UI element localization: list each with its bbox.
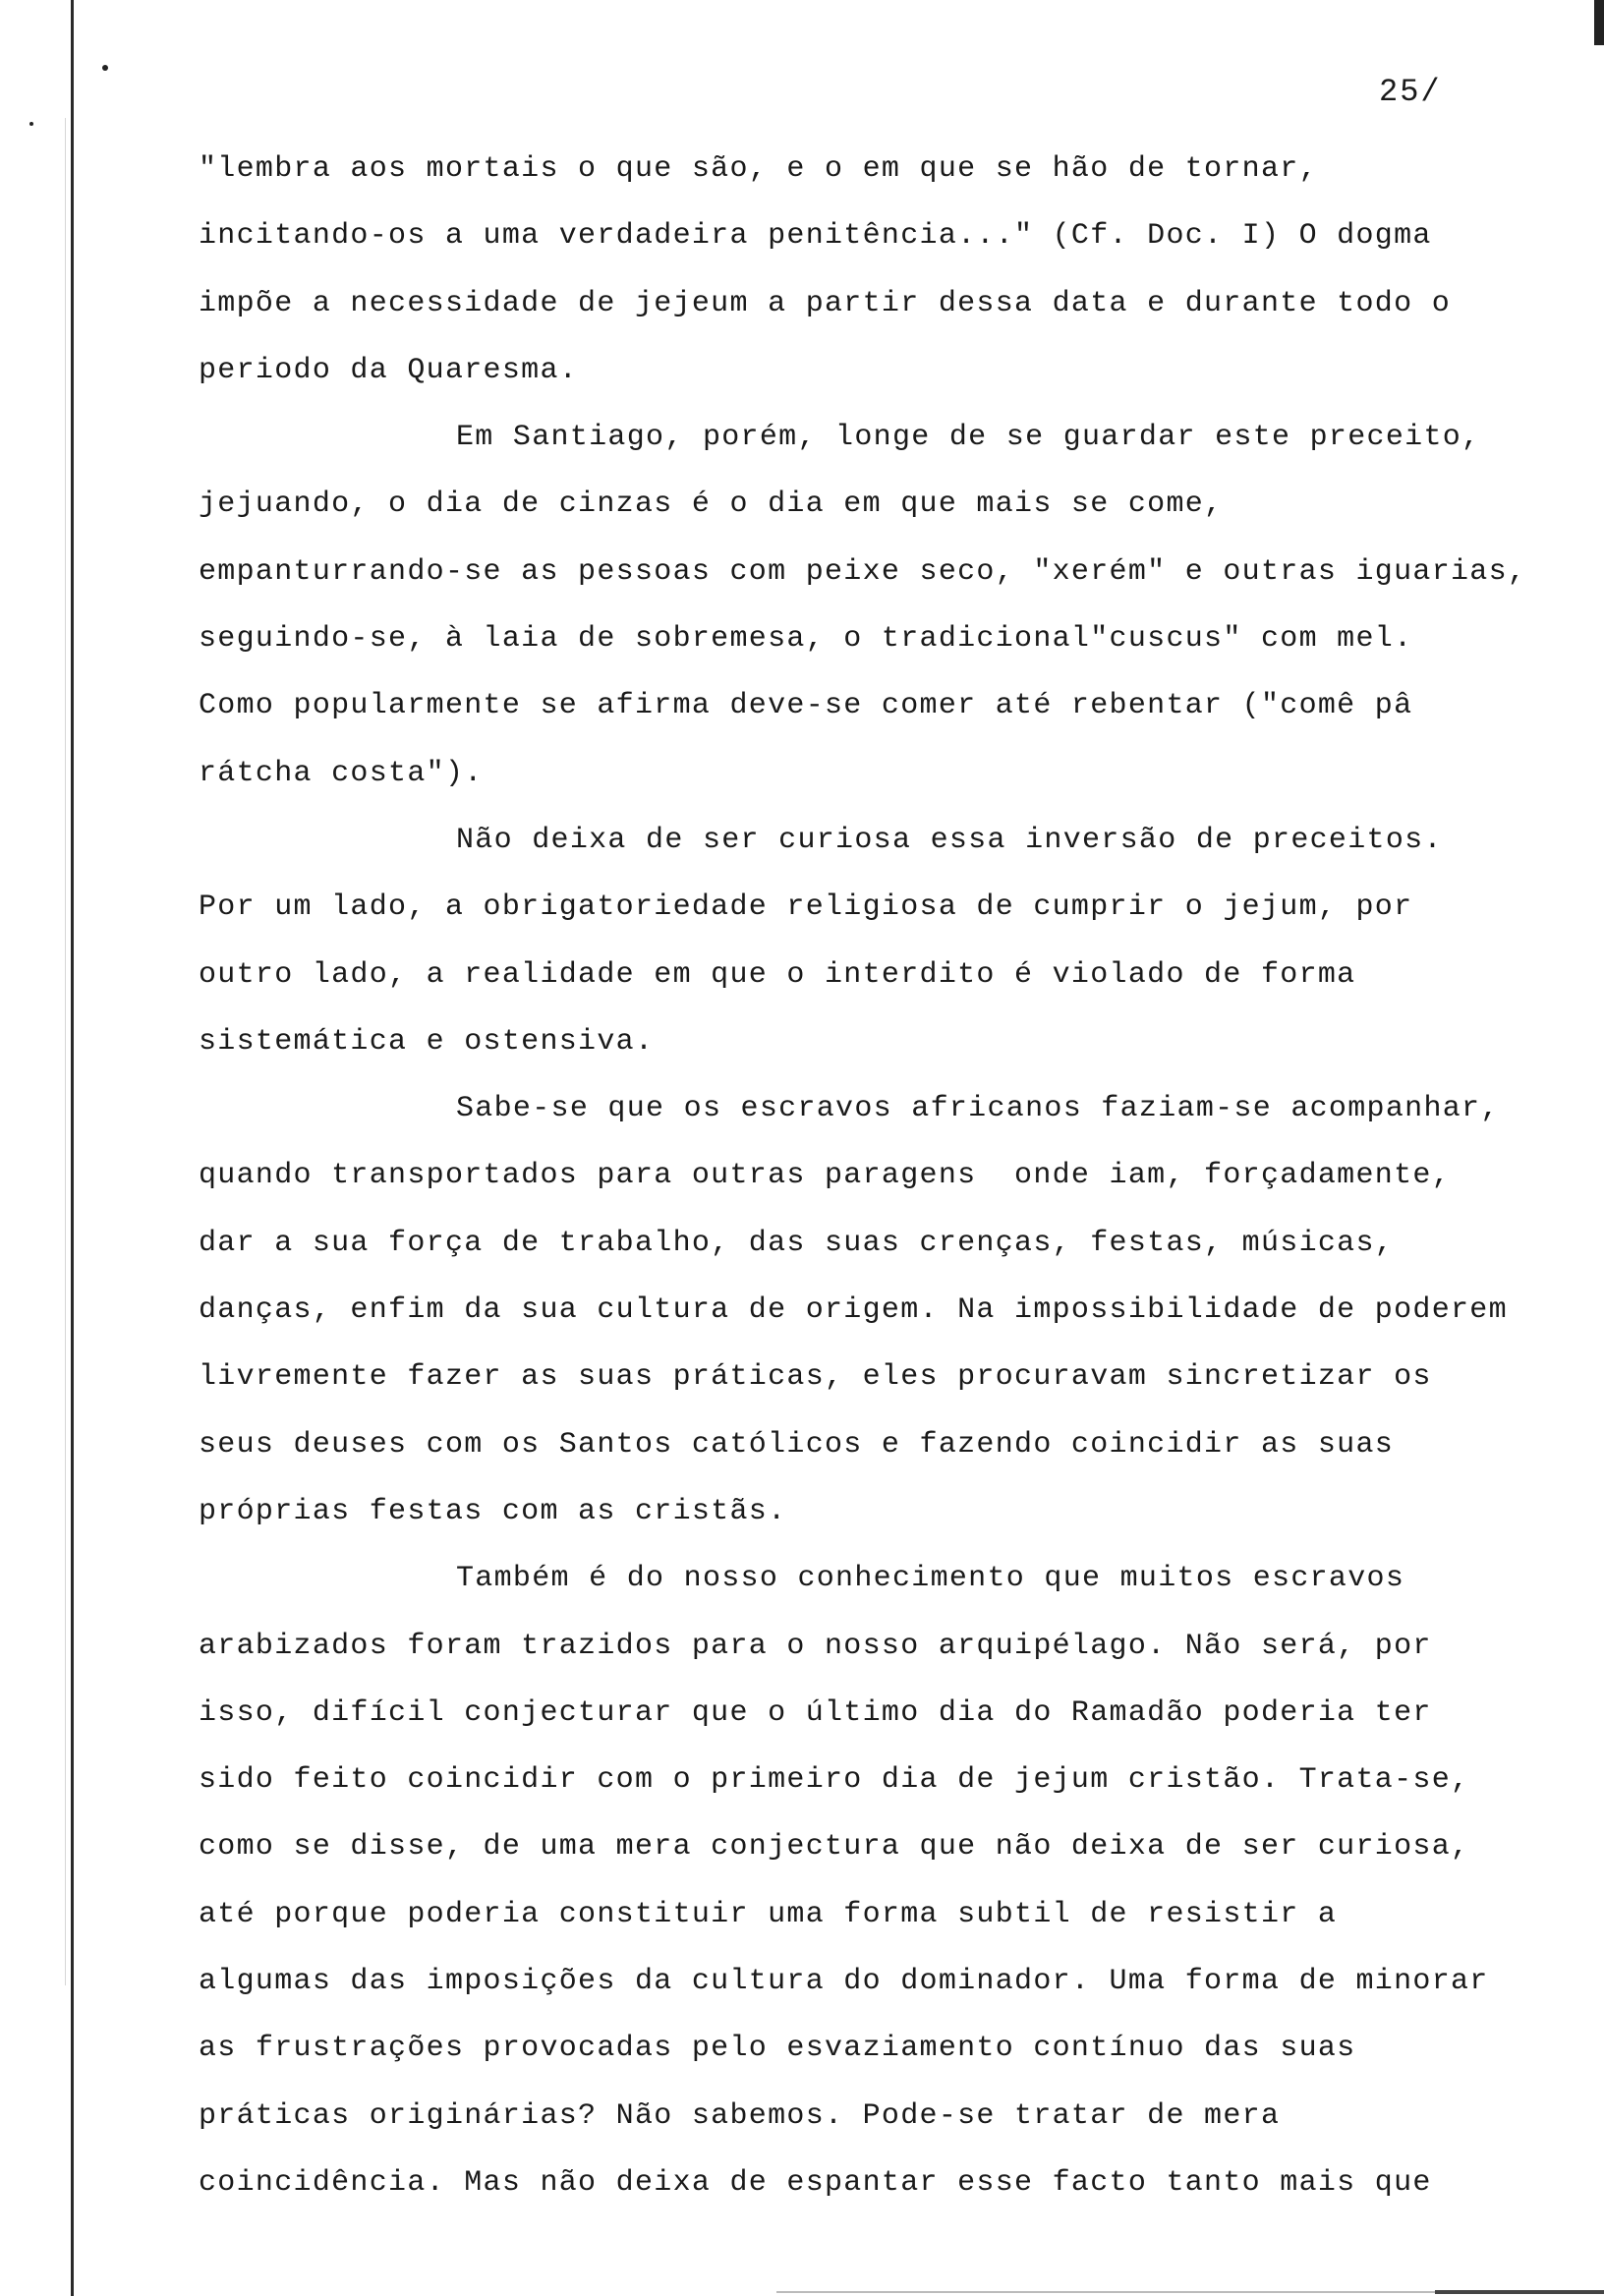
text-line: periodo da Quaresma. [199, 353, 579, 387]
text-line: incitando-os a uma verdadeira penitência..." (Cf. Doc. I) O dogma [199, 219, 1432, 254]
text-line: empanturrando-se as pessoas com peixe seco, "xerém" e outras iguarias, [199, 554, 1527, 589]
text-line: algumas das imposições da cultura do dominador. Uma forma de minorar [199, 1965, 1489, 1999]
text-line: danças, enfim da sua cultura de origem. Na impossibilidade de poderem [199, 1293, 1508, 1328]
scan-edge-line [65, 118, 66, 1985]
text-line: outro lado, a realidade em que o interdito é violado de forma [199, 957, 1356, 992]
binding-edge-line [71, 0, 74, 2296]
text-line: rátcha costa"). [199, 756, 484, 790]
text-line: como se disse, de uma mera conjectura que não deixa de ser curiosa, [199, 1830, 1470, 1865]
scan-bottom-edge-dark [1435, 2290, 1604, 2294]
scan-corner-mark [1594, 0, 1604, 45]
text-line: isso, difícil conjecturar que o último dia do Ramadão poderia ter [199, 1695, 1432, 1730]
text-line: "lembra aos mortais o que são, e o em que se hão de tornar, [199, 152, 1318, 186]
text-line: jejuando, o dia de cinzas é o dia em que mais se come, [199, 488, 1224, 522]
text-line: Como popularmente se afirma deve-se comer até rebentar ("comê pâ [199, 689, 1413, 723]
scan-speck [29, 122, 33, 126]
page-number: 25/ [1379, 74, 1442, 110]
text-line: seguindo-se, à laia de sobremesa, o tradicional"cuscus" com mel. [199, 622, 1413, 657]
text-line: arabizados foram trazidos para o nosso arquipélago. Não será, por [199, 1629, 1432, 1663]
text-line: Por um lado, a obrigatoriedade religiosa de cumprir o jejum, por [199, 890, 1413, 925]
body-text [199, 136, 1586, 2216]
paragraph-first-line: Sabe-se que os escravos africanos faziam-se acompanhar, [456, 1092, 1500, 1126]
text-line: livremente fazer as suas práticas, eles procuravam sincretizar os [199, 1360, 1432, 1395]
text-line: próprias festas com as cristãs. [199, 1494, 787, 1528]
text-line: coincidência. Mas não deixa de espantar esse facto tanto mais que [199, 2165, 1432, 2200]
text-line: seus deuses com os Santos católicos e fazendo coincidir as suas [199, 1427, 1395, 1462]
paragraph-first-line: Também é do nosso conhecimento que muitos escravos [456, 1562, 1405, 1596]
text-line: dar a sua força de trabalho, das suas crenças, festas, músicas, [199, 1226, 1395, 1260]
text-line: as frustrações provocadas pelo esvaziamento contínuo das suas [199, 2032, 1356, 2066]
text-line: sistemática e ostensiva. [199, 1024, 655, 1059]
scan-speck [102, 65, 108, 71]
text-line: impõe a necessidade de jejeum a partir dessa data e durante todo o [199, 286, 1451, 320]
text-line: quando transportados para outras paragens onde iam, forçadamente, [199, 1159, 1451, 1193]
paragraph-first-line: Não deixa de ser curiosa essa inversão de preceitos. [456, 823, 1443, 857]
text-line: até porque poderia constituir uma forma subtil de resistir a [199, 1897, 1338, 1931]
text-line: práticas originárias? Não sabemos. Pode-se tratar de mera [199, 2098, 1281, 2133]
text-line: sido feito coincidir com o primeiro dia de jejum cristão. Trata-se, [199, 1763, 1470, 1798]
paragraph-first-line: Em Santiago, porém, longe de se guardar este preceito, [456, 421, 1481, 455]
